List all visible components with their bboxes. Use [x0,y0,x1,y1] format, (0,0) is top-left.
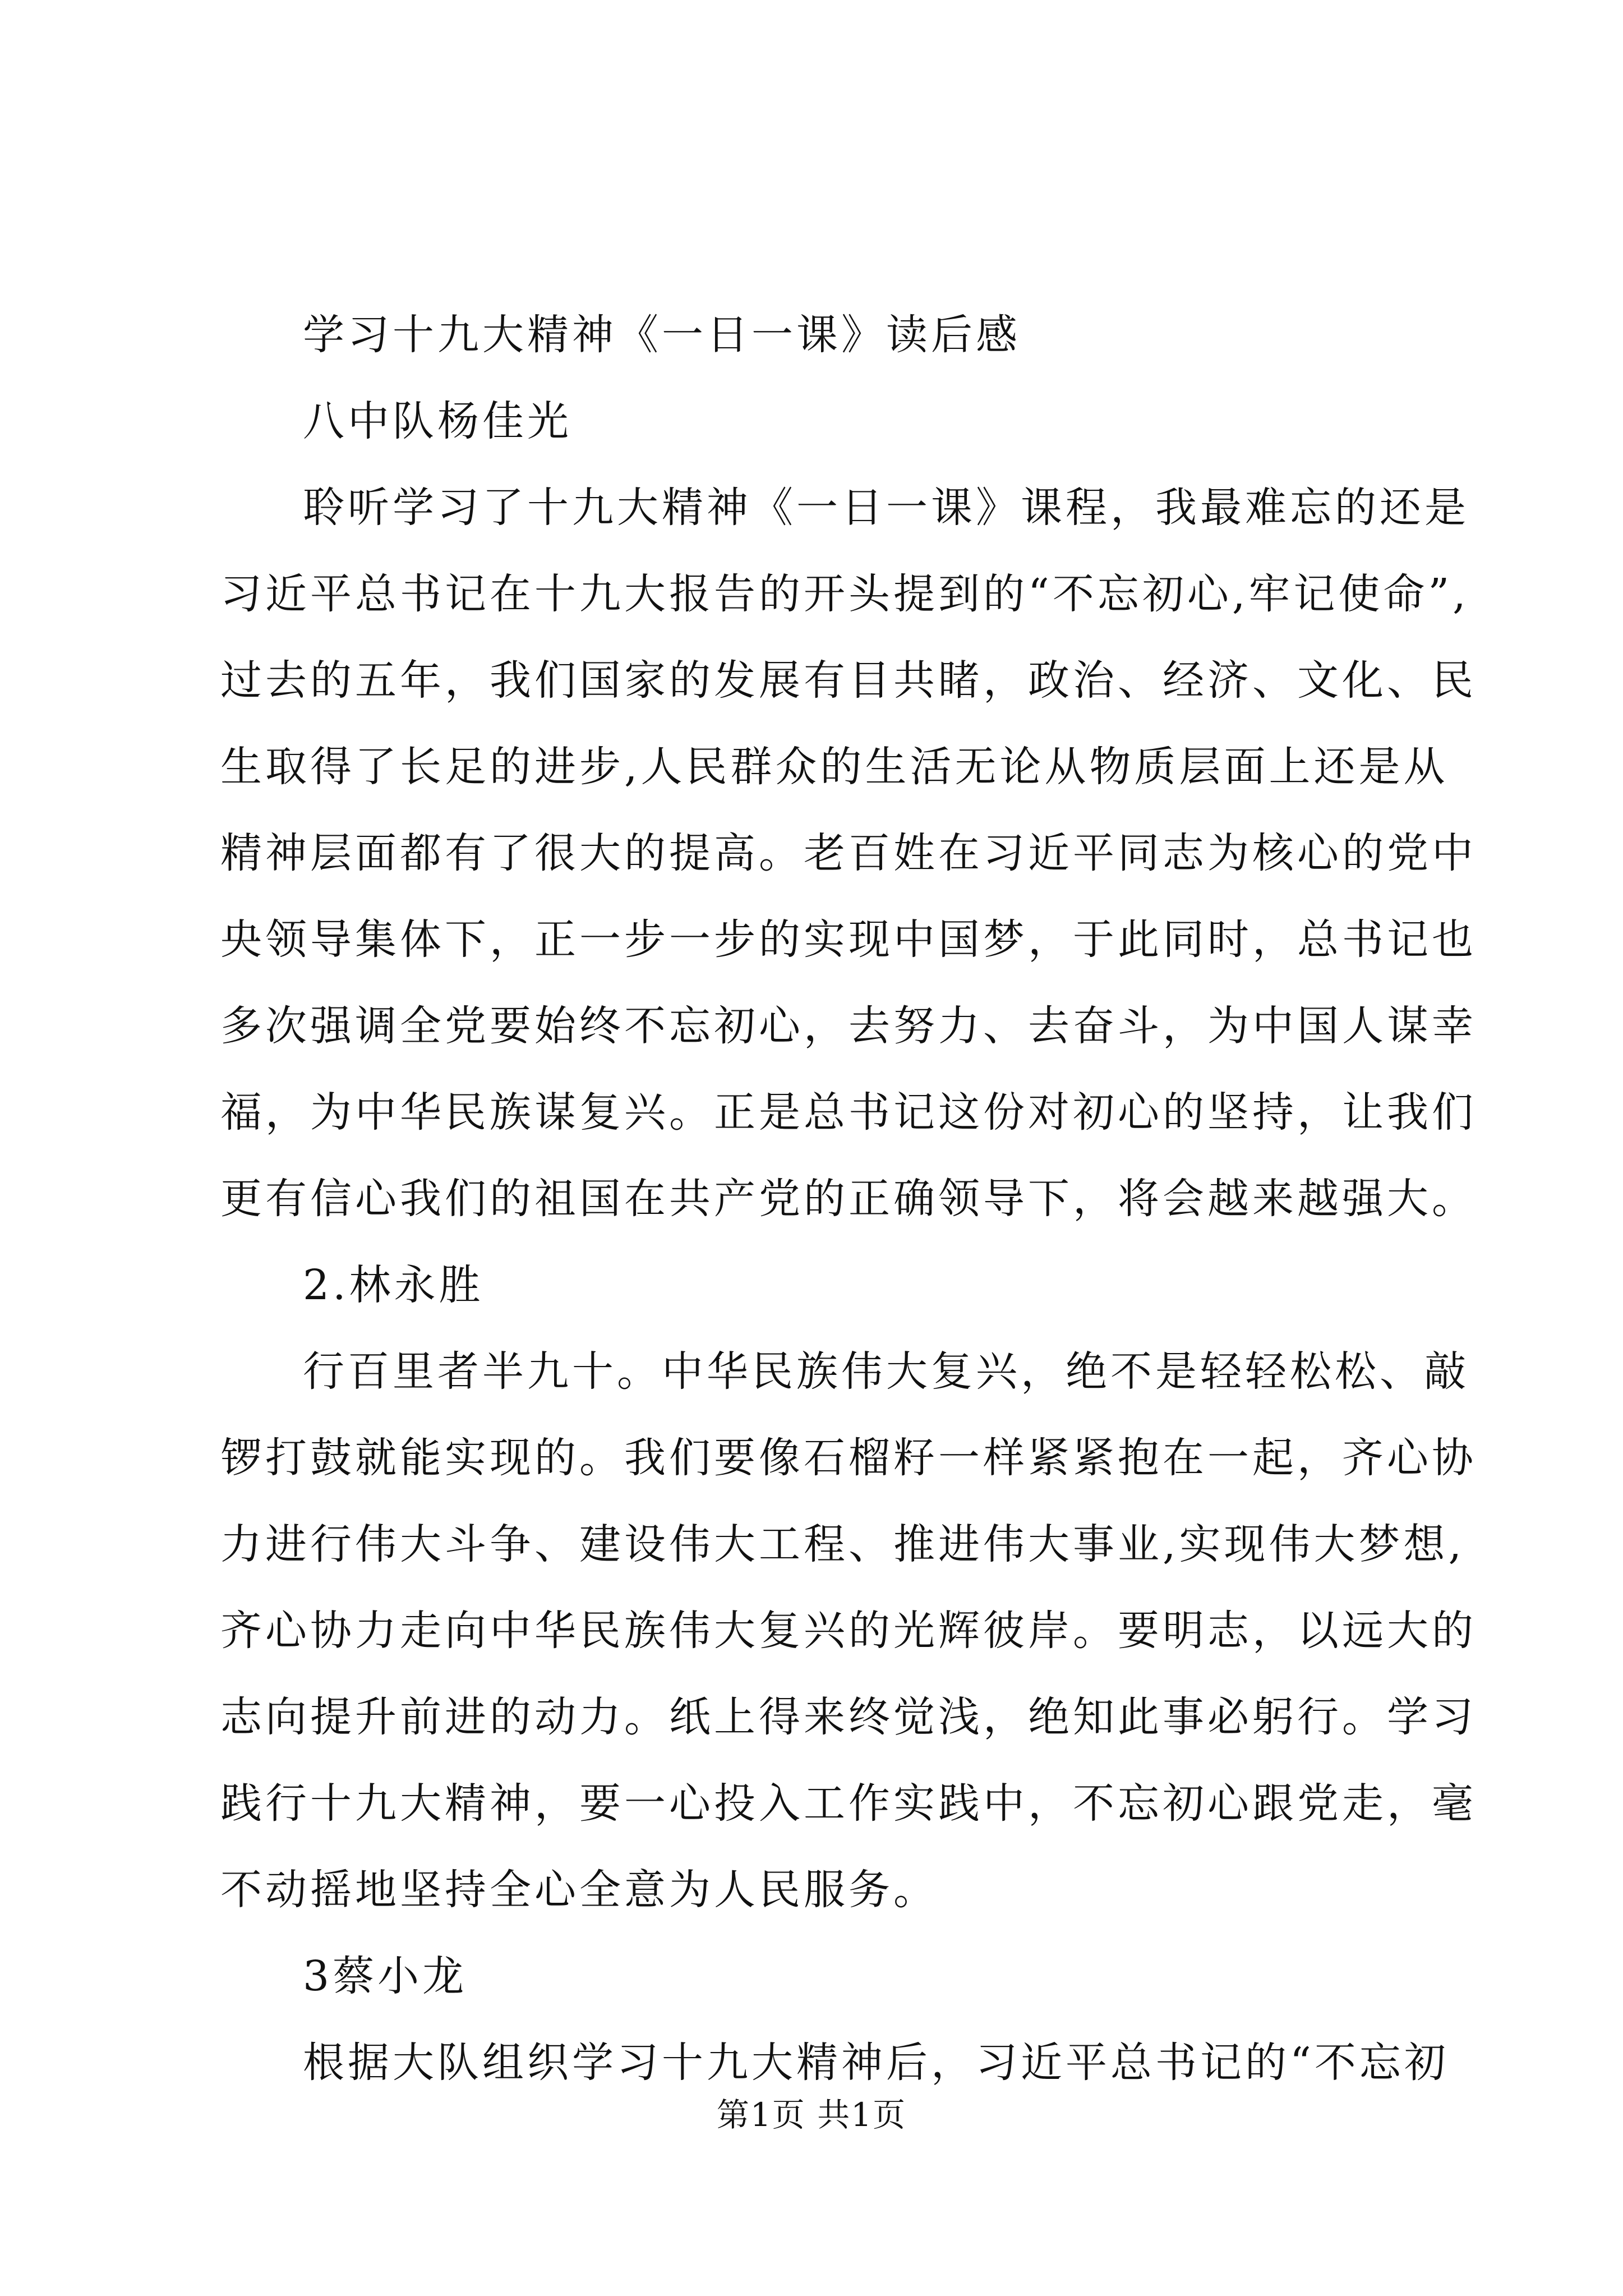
paragraph-line: 央领导集体下，正一步一步的实现中国梦，于此同时，总书记也 [220,915,1477,964]
section-heading-3: 3蔡小龙 [303,1952,468,2000]
paragraph-line: 聆听学习了十九大精神《一日一课》课程，我最难忘的还是 [303,484,1469,532]
paragraph-line: 更有信心我们的祖国在共产党的正确领导下，将会越来越强大。 [220,1175,1477,1223]
paragraph-line: 力进行伟大斗争、建设伟大工程、推进伟大事业,实现伟大梦想, [220,1520,1465,1568]
paragraph-line: 习近平总书记在十九大报告的开头提到的“不忘初心,牢记使命”, [220,570,1469,618]
section-heading-2: 2.林永胜 [303,1261,484,1309]
paragraph-1 [220,464,1477,1242]
paragraph-2 [220,1328,1477,1933]
paragraph-line: 生取得了长足的进步,人民群众的生活无论从物质层面上还是从 [220,743,1449,791]
paragraph-line: 精神层面都有了很大的提高。老百姓在习近平同志为核心的党中 [220,829,1477,877]
paragraph-line: 根据大队组织学习十九大精神后，习近平总书记的“不忘初 [303,2039,1449,2087]
paragraph-line: 锣打鼓就能实现的。我们要像石榴籽一样紧紧抱在一起，齐心协 [220,1434,1477,1482]
paragraph-line: 不动摇地坚持全心全意为人民服务。 [220,1866,938,1914]
page-footer: 第1页 共1页 [716,2096,907,2134]
paragraph-line: 多次强调全党要始终不忘初心，去努力、去奋斗，为中国人谋幸 [220,1002,1477,1050]
paragraph-line: 福，为中华民族谋复兴。正是总书记这份对初心的坚持，让我们 [220,1088,1477,1137]
document-body [220,292,1477,2106]
paragraph-line: 志向提升前进的动力。纸上得来终觉浅，绝知此事必躬行。学习 [220,1693,1477,1741]
paragraph-line: 过去的五年，我们国家的发展有目共睹，政治、经济、文化、民 [220,656,1477,705]
document-title: 学习十九大精神《一日一课》读后感 [303,311,1021,359]
author-line: 八中队杨佳光 [303,397,572,445]
paragraph-line: 行百里者半九十。中华民族伟大复兴，绝不是轻轻松松、敲 [303,1347,1469,1396]
paragraph-line: 齐心协力走向中华民族伟大复兴的光辉彼岸。要明志，以远大的 [220,1607,1477,1655]
paragraph-line: 践行十九大精神，要一心投入工作实践中，不忘初心跟党走，毫 [220,1779,1477,1828]
